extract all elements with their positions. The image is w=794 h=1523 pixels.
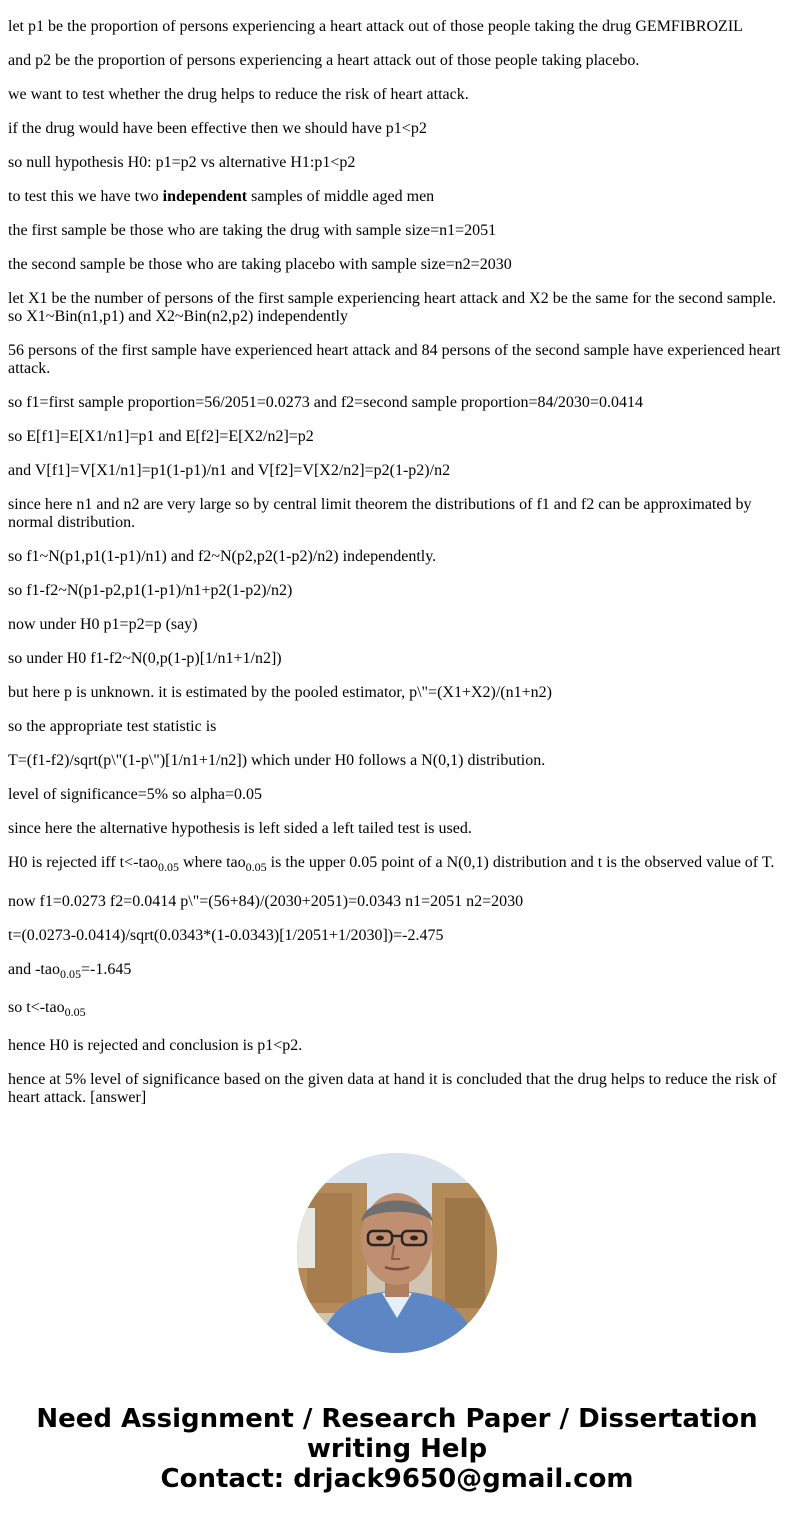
subscript: 0.05	[245, 860, 267, 874]
text-line: and V[f1]=V[X1/n1]=p1(1-p1)/n1 and V[f2]=V[X2/n2]=p2(1-p2)/n2	[8, 462, 451, 479]
text-line: so E[f1]=E[X1/n1]=p1 and E[f2]=E[X2/n2]=p2	[8, 428, 314, 445]
text-line: hence at 5% level of significance based on the given data at hand it is concluded that the drug helps to reduce the risk of heart attack. [answer]	[8, 1071, 777, 1106]
text-line	[8, 961, 786, 979]
text-line: now under H0 p1=p2=p (say)	[8, 616, 198, 633]
text-line: so f1~N(p1,p1(1-p1)/n1) and f2~N(p2,p2(1-p2)/n2) independently.	[8, 548, 437, 565]
text-segment: is the upper 0.05 point of a N(0,1) distribution and t is the observed value of T.	[266, 854, 775, 871]
text-line: 56 persons of the first sample have experienced heart attack and 84 persons of the second sample have experienced heart attack.	[8, 342, 781, 377]
text-line: now f1=0.0273 f2=0.0414 p\"=(56+84)/(2030+2051)=0.0343 n1=2051 n2=2030	[8, 893, 524, 910]
text-segment: to test this we have two	[8, 188, 163, 205]
text-line: so the appropriate test statistic is	[8, 718, 217, 735]
text-line	[8, 188, 786, 206]
text-line: let p1 be the proportion of persons experiencing a heart attack out of those people taking the drug GEMFIBROZIL	[8, 18, 743, 35]
text-line: hence H0 is rejected and conclusion is p1<p2.	[8, 1037, 303, 1054]
text-segment: H0 is rejected iff t<-tao	[8, 854, 159, 871]
text-line: so under H0 f1-f2~N(0,p(1-p)[1/n1+1/n2])	[8, 650, 282, 667]
text-line: since here n1 and n2 are very large so by central limit theorem the distributions of f1 and f2 can be approximated by normal distribution.	[8, 496, 752, 531]
text-line: so f1-f2~N(p1-p2,p1(1-p1)/n1+p2(1-p2)/n2)	[8, 582, 293, 599]
text-line: the first sample be those who are taking the drug with sample size=n1=2051	[8, 222, 497, 239]
footer-promo	[0, 1404, 794, 1494]
subscript: 0.05	[59, 967, 81, 981]
text-line	[8, 854, 786, 872]
text-line: if the drug would have been effective then we should have p1<p2	[8, 120, 427, 137]
text-line: let X1 be the number of persons of the first sample experiencing heart attack and X2 be the same for the second sample. so X1~Bin(n1,p1) and X2~Bin(n2,p2) independently	[8, 290, 777, 325]
text-segment: =-1.645	[80, 961, 132, 978]
text-line: and p2 be the proportion of persons experiencing a heart attack out of those people taking placebo.	[8, 52, 640, 69]
footer-line: writing Help	[306, 1434, 488, 1464]
footer-line: Need Assignment / Research Paper / Dissertation	[36, 1404, 758, 1434]
text-line: we want to test whether the drug helps to reduce the risk of heart attack.	[8, 86, 469, 103]
text-line: t=(0.0273-0.0414)/sqrt(0.0343*(1-0.0343)[1/2051+1/2030])=-2.475	[8, 927, 444, 944]
text-segment: samples of middle aged men	[247, 188, 435, 205]
text-line: level of significance=5% so alpha=0.05	[8, 786, 262, 803]
text-segment: so t<-tao	[8, 999, 65, 1016]
author-portrait-image	[297, 1153, 497, 1353]
subscript: 0.05	[64, 1005, 86, 1019]
footer-contact: Contact: drjack9650@gmail.com	[160, 1464, 634, 1494]
text-line: but here p is unknown. it is estimated by the pooled estimator, p\"=(X1+X2)/(n1+n2)	[8, 684, 552, 701]
text-line: the second sample be those who are taking placebo with sample size=n2=2030	[8, 256, 512, 273]
text-line: so null hypothesis H0: p1=p2 vs alternative H1:p1<p2	[8, 154, 356, 171]
bold-text: independent	[162, 188, 248, 205]
text-line: since here the alternative hypothesis is left sided a left tailed test is used.	[8, 820, 472, 837]
text-line: so f1=first sample proportion=56/2051=0.0273 and f2=second sample proportion=84/2030=0.0414	[8, 394, 643, 411]
text-line: T=(f1-f2)/sqrt(p\"(1-p\")[1/n1+1/n2]) which under H0 follows a N(0,1) distribution.	[8, 752, 546, 769]
author-photo	[297, 1153, 497, 1353]
subscript: 0.05	[158, 860, 180, 874]
text-segment: where tao	[179, 854, 246, 871]
text-segment: and -tao	[8, 961, 60, 978]
text-line	[8, 999, 786, 1017]
